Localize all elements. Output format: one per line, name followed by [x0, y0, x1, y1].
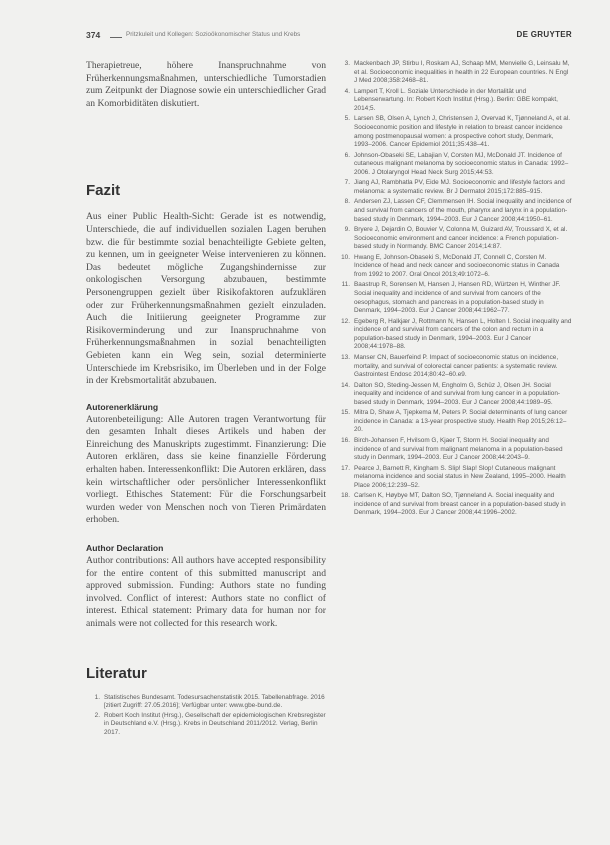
reference-text: Mackenbach JP, Stirbu I, Roskam AJ, Schaap MM, Menvielle G, Leinsalu M, et al. Socioeconomic inequalities in health in 22 European countries. N Engl J Med 2008;358:2468–81.: [354, 60, 570, 85]
page-header: [86, 30, 572, 44]
reference-text: Hwang E, Johnson-Obaseki S, McDonald JT, Connell C, Corsten M. Incidence of head and neck cancer and socioeconomic status in Canada from 1992 to 2007. Oral Oncol 2013;49:1072–6.: [354, 253, 560, 278]
reference-number: 8.: [344, 198, 350, 206]
reference-number: 16.: [341, 436, 350, 444]
reference-text: Lampert T, Kroll L. Soziale Unterschiede in der Mortalität und Lebenserwartung. In: Robert Koch Institut (Hrsg.). Berlin: GBE kompakt, 2014;5.: [354, 87, 558, 112]
reference-item: [336, 226, 572, 252]
reference-number: 14.: [341, 381, 350, 389]
reference-number: 11.: [341, 281, 350, 289]
reference-number: 18.: [341, 492, 350, 500]
reference-text: Baastrup R, Sorensen M, Hansen J, Hansen RD, Würtzen H, Winther JF. Social inequality and incidence of and survival from cancers of the oesophagus, stomach and pancreas in a population-based study in Denmark, 1994–2003. Eur J Cancer 2008;44:1962–77.: [354, 281, 561, 315]
reference-number: 5.: [344, 115, 350, 123]
reference-text: Dalton SO, Steding-Jessen M, Engholm G, Schüz J, Olsen JH. Social inequality and incidence of and survival from lung cancer in a population-based study in Denmark, 1994–2003. Eur J Cancer 2008;44:1989–95.: [354, 381, 561, 406]
reference-item: [336, 437, 572, 463]
reference-number: 17.: [341, 464, 350, 472]
reference-number: 12.: [341, 317, 350, 325]
reference-number: 13.: [341, 353, 350, 361]
author-declaration-paragraph: Author contributions: All authors have accepted responsibility for the entire content of this submitted manuscript and approved submission. Funding: Authors state no funding involved. Conflict of interest: Authors state no conflict of interest. Ethical statement: Primary data for human nor for animals were not collected for this research work.: [86, 555, 326, 629]
reference-text: Statistisches Bundesamt. Todesursachenstatistik 2015. Tabellenabfrage. 2016 [zitiert Zugriff: 27.05.2016]; Verfügbar unter: www.gbe-bund.de.: [104, 693, 325, 710]
reference-item: [336, 409, 572, 435]
author-declaration-heading: Author Declaration: [86, 543, 164, 554]
reference-item: [336, 318, 572, 352]
reference-list-right: [336, 60, 572, 518]
fazit-heading: Fazit: [86, 182, 121, 200]
reference-number: 9.: [344, 226, 350, 234]
header-dash: [110, 37, 122, 38]
reference-number: 3.: [344, 60, 350, 67]
reference-item: [336, 254, 572, 280]
reference-number: 4.: [344, 87, 350, 95]
reference-item: [336, 354, 572, 380]
reference-text: Jiang AJ, Rambhatla PV, Eide MJ. Socioeconomic and lifestyle factors and melanoma: a systematic review. Br J Dermatol 2015;172:885–915.: [354, 179, 565, 195]
reference-number: 1.: [94, 693, 100, 701]
reference-item: [336, 281, 572, 315]
reference-number: 15.: [341, 409, 350, 417]
reference-item: [336, 179, 572, 196]
reference-item: [336, 492, 572, 518]
reference-text: Manser CN, Bauerfeind P. Impact of socioeconomic status on incidence, mortality, and survival of colorectal cancer patients: a systematic review. Gastrointest Endosc 2014;80:42–60.e9.: [354, 353, 559, 379]
right-column: [336, 60, 572, 520]
reference-item: [86, 712, 326, 738]
reference-item: [336, 115, 572, 149]
autorenerklaerung-paragraph: Autorenbeteiligung: Alle Autoren tragen Verantwortung für den gesamten Inhalt dieses Artikels und haben der Einreichung des Manuskripts zugestimmt. Finanzierung: Die Autoren erklären, dass sie keine finanzielle Förderung erhalten haben. Interessenkonflikt: Die Autoren erklären, dass kein wirtschaftlicher oder persönlicher Interessenkonflikt vorliegt. Ethisches Statement: Für die Forschungsarbeit wurden weder von Menschen noch von Tieren Primärdaten erhoben.: [86, 413, 326, 526]
running-title: Pritzkuleit und Kollegen: Sozioökonomischer Status und Krebs: [126, 31, 301, 38]
reference-item: [86, 694, 326, 711]
literatur-heading: Literatur: [86, 664, 147, 682]
reference-item: [336, 88, 572, 114]
reference-text: Andersen ZJ, Lassen CF, Clemmensen IH. Social inequality and incidence of and survival from cancers of the mouth, pharynx and larynx in a population-based study in Denmark, 1994–2003. Eur J Cancer 2008;44:1950–61.: [354, 198, 572, 223]
reference-item: [336, 198, 572, 224]
fazit-paragraph: Aus einer Public Health-Sicht: Gerade ist es notwendig, Unterschiede, die auf individuellen sozialen Lagen beruhen bzw. die für bestimmte sozial benachteiligte Gebiete gelten, zu kennen, um in geeigneter Weise intervenieren zu können. Das bedeutet mögliche Zugangshindernisse zur onkologischen Versorgung abzubauen, bestimmte Personengruppen gezielt über Risikofaktoren aufzuklären oder zur Früherkennungsmaßnahmen gezielt einzuladen. Auch die Initiierung geeigneter Programme zur Risikoverminderung und zur Inanspruchnahme von Früherkennungsmaßnahmen in sozial benachteiligten Gebieten kann ein Weg sein, sozial determinierte Unterschiede im Krebsrisiko, im Überleben und in der Folge in der Krebsmortalität abzubauen.: [86, 211, 326, 387]
reference-text: Bryere J, Dejardin O, Bouvier V, Colonna M, Guizard AV, Troussard X, et al. Socioeconomic environment and cancer incidence: a French population-based study in Normandy. BMC Cancer 2014;14:87.: [354, 226, 568, 251]
left-column: [86, 60, 326, 739]
publisher-name: DE GRUYTER: [516, 30, 572, 39]
reference-item: [336, 152, 572, 178]
reference-item: [336, 60, 572, 86]
reference-number: 2.: [94, 711, 100, 719]
reference-number: 7.: [344, 179, 350, 187]
reference-text: Pearce J, Barnett R, Kingham S. Slip! Slap! Slop! Cutaneous malignant melanoma incidence and social status in New Zealand, 1995–2000. Health Place 2006;12:239–52.: [354, 464, 566, 489]
reference-number: 10.: [341, 253, 350, 261]
reference-text: Mitra D, Shaw A, Tjepkema M, Peters P. Social determinants of lung cancer incidence in Canada: a 13-year prospective study. Health Rep 2015;26:12–20.: [354, 409, 568, 434]
intro-paragraph: Therapietreue, höhere Inanspruchnahme von Früherkennungsmaßnahmen, unterschiedliche Tumorstadien zum Zeitpunkt der Diagnose sowie ein unterschiedlicher Grad an Komorbiditäten diskutiert.: [86, 60, 326, 109]
reference-text: Carlsen K, Høybye MT, Dalton SO, Tjønneland A. Social inequality and incidence of and survival from breast cancer in a population-based study in Denmark, 1994–2003. Eur J Cancer 2008;44:1996–2002.: [354, 492, 566, 517]
reference-item: [336, 382, 572, 408]
reference-text: Robert Koch Institut (Hrsg.), Gesellschaft der epidemiologischen Krebsregister in Deutschland e.V. (Hrsg.). Krebs in Deutschland 2011/2012. Verlag, Berlin 2017.: [104, 711, 326, 736]
reference-number: 6.: [344, 151, 350, 159]
page-number: 374: [86, 30, 101, 40]
autorenerklaerung-heading: Autorenerklärung: [86, 401, 159, 412]
reference-text: Birch-Johansen F, Hvilsom G, Kjaer T, Storm H. Social inequality and incidence of and survival from malignant melanoma in a population-based study in Denmark, 1994–2003. Eur J Cancer 2008;44:2043–9.: [354, 436, 563, 462]
reference-text: Johnson-Obaseki SE, Labajian V, Corsten MJ, McDonald JT. Incidence of cutaneous malignant melanoma by socioeconomic status in Canada: 1992–2006. J Otolaryngol Head Neck Surg 2015;44:53.: [354, 151, 569, 176]
reference-text: Egeberg R, Halkjær J, Rottmann N, Hansen L, Holten I. Social inequality and incidence of and survival from cancers of the colon and rectum in a population-based study in Denmark, 1994–2003. Eur J Cancer 2008;44:1978–88.: [354, 317, 572, 351]
reference-text: Larsen SB, Olsen A, Lynch J, Christensen J, Overvad K, Tjønneland A, et al. Socioeconomic position and lifestyle in relation to breast cancer incidence among postmenopausal women: a prospective cohort study, Denmark, 1993–2006. Cancer Epidemiol 2011;35:438–41.: [354, 115, 570, 149]
reference-item: [336, 465, 572, 491]
reference-list-left: [86, 694, 326, 738]
